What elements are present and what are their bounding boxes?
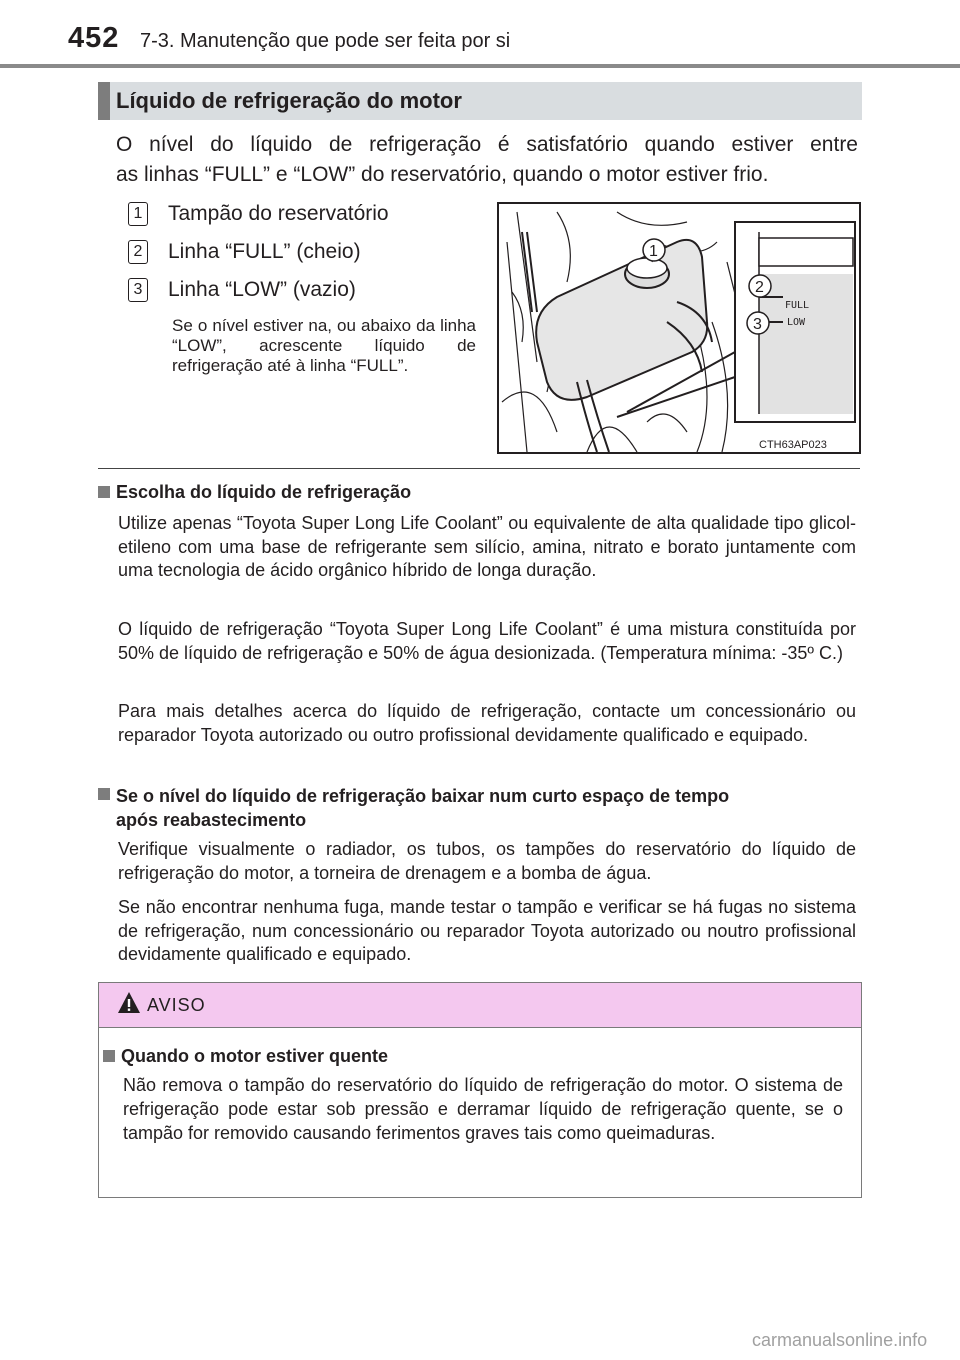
callout-label: Linha “LOW” (vazio)	[168, 278, 356, 301]
chapter-title: 7-3. Manutenção que pode ser feita por si	[140, 30, 511, 52]
figure-marker-1	[643, 239, 665, 261]
square-bullet-icon	[98, 486, 110, 498]
coolant-reservoir-figure	[497, 202, 861, 454]
coolant-choice-paragraph-3: Para mais detalhes acerca do líquido de refrigeração, contacte um concessionário ou reparador Toyota autorizado ou outro profissional devidamente qualificado e equipado.	[118, 701, 856, 745]
coolant-choice-paragraph-2: O líquido de refrigeração “Toyota Super Long Life Coolant” é uma mistura constituída por 50% de líquido de refrigeração e 50% de água desionizada. (Temperatura mínima: -35º C.)	[118, 619, 856, 663]
level-drop-heading-text: Se o nível do líquido de refrigeração baixar num curto espaço de tempo após reabastecimento	[116, 786, 730, 830]
callout-label: Tampão do reservatório	[168, 202, 389, 225]
figure-marker-3	[747, 312, 769, 334]
coolant-choice-paragraph-1: Utilize apenas “Toyota Super Long Life Coolant” ou equivalente de alta qualidade tipo glicol-etileno com uma base de refrigerante sem silício, amina, nitrato e borato juntamente com uma tecnologia de ácido orgânico híbrido de longa duração.	[118, 513, 856, 580]
intro-line-2: as linhas “FULL” e “LOW” do reservatório, quando o motor estiver frio.	[116, 163, 769, 186]
coolant-choice-heading-text: Escolha do líquido de refrigeração	[116, 482, 412, 502]
refill-note: Se o nível estiver na, ou abaixo da linha “LOW”, acrescente líquido de refrigeração até à linha “FULL”.	[172, 316, 476, 375]
watermark: carmanualsonline.info	[752, 1330, 928, 1350]
callout-1	[128, 202, 389, 226]
svg-text:2: 2	[755, 279, 764, 296]
section-title: Líquido de refrigeração do motor	[116, 88, 462, 113]
warning-header	[99, 983, 861, 1028]
full-mark-label: FULL	[785, 300, 810, 311]
figure-code: CTH63AP023	[759, 439, 827, 451]
callout-number: 3	[128, 278, 148, 302]
callout-2	[128, 240, 361, 264]
warning-text: Não remova o tampão do reservatório do líquido de refrigeração do motor. O sistema de refrigeração pode estar sob pressão e derramar líquido de refrigeração quente, se o tampão for removido causando ferimentos graves tais como queimaduras.	[123, 1075, 843, 1143]
header-rule	[0, 64, 960, 68]
callout-number: 1	[128, 202, 148, 226]
coolant-choice-heading	[98, 482, 411, 503]
square-bullet-icon	[103, 1050, 115, 1062]
engine-bay-illustration	[497, 202, 861, 454]
square-bullet-icon	[98, 788, 110, 800]
level-drop-paragraph-1: Verifique visualmente o radiador, os tubos, os tampões do reservatório do líquido de refrigeração do motor, a torneira de drenagem e a bomba de água.	[118, 839, 856, 883]
section-divider	[98, 468, 860, 469]
page-number: 452	[68, 22, 120, 54]
intro-line-1: O nível do líquido de refrigeração é satisfatório quando estiver entre	[116, 133, 858, 156]
low-mark-label: LOW	[787, 317, 806, 328]
callout-label: Linha “FULL” (cheio)	[168, 240, 361, 263]
svg-text:3: 3	[753, 316, 762, 333]
figure-marker-2	[749, 275, 771, 297]
warning-triangle-icon	[117, 991, 141, 1015]
warning-heading-text: Quando o motor estiver quente	[121, 1046, 389, 1066]
level-drop-heading	[98, 784, 858, 832]
section-title-bar	[98, 82, 862, 120]
svg-text:1: 1	[649, 243, 658, 260]
warning-heading	[103, 1046, 388, 1067]
warning-box	[98, 982, 862, 1198]
warning-label: AVISO	[147, 995, 206, 1015]
section-accent	[98, 82, 110, 120]
callout-3	[128, 278, 356, 302]
level-drop-paragraph-2: Se não encontrar nenhuma fuga, mande testar o tampão e verificar se há fugas no sistema de refrigeração, num concessionário ou reparador Toyota autorizado ou noutro profissional devidamente qualificado e equipado.	[118, 897, 856, 964]
callout-number: 2	[128, 240, 148, 264]
